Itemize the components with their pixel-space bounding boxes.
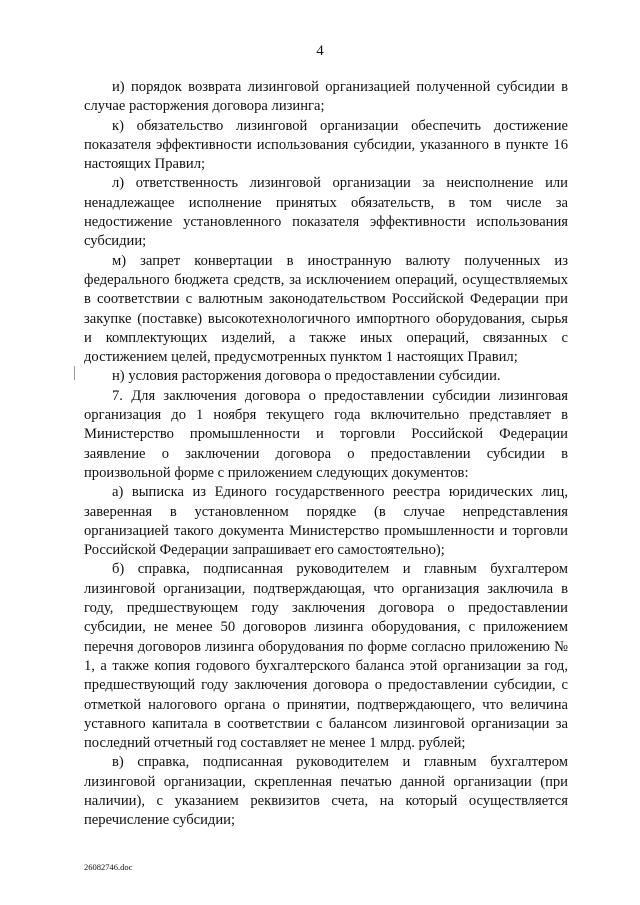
document-body <box>84 78 568 831</box>
paragraph-n: н) условия расторжения договора о предоставлении субсидии. <box>112 368 501 385</box>
paragraph-b: б) справка, подписанная руководителем и главным бухгалтером лизинговой организации, подтверждающая, что организация заключила в году, предшествующем году заключения договора о предоставлении субсидии, не менее 50 договоров лизинга оборудования, с приложением перечня договоров лизинга оборудования по форме согласно приложению № 1, а также копия годового бухгалтерского баланса этой организации за год, предшествующий году заключения договора о предоставлении субсидии, с отметкой налогового органа о принятии, подтверждающего, что величина уставного капитала в соответствии с балансом лизинговой организации за последний отчетный год составляет не менее 1 млрд. рублей; <box>84 561 568 752</box>
margin-mark <box>74 366 75 380</box>
paragraph-v: в) справка, подписанная руководителем и главным бухгалтером лизинговой организации, скрепленная печатью данной организации (при наличии), с указанием реквизитов счета, на который осуществляется перечисление субсидии; <box>84 754 568 829</box>
paragraph-m: м) запрет конвертации в иностранную валюту полученных из федерального бюджета средств, за исключением операций, осуществляемых в соответствии с валютным законодательством Российской Федерации при закупке (поставке) высокотехнологичного импортного оборудования, сырья и комплектующих изделий, а также иных операций, связанных с достижением целей, предусмотренных пунктом 1 настоящих Правил; <box>84 252 568 366</box>
paragraph-k: к) обязательство лизинговой организации обеспечить достижение показателя эффективности использования субсидии, указанного в пункте 16 настоящих Правил; <box>84 117 568 173</box>
page-number: 4 <box>316 43 324 59</box>
paragraph-i: и) порядок возврата лизинговой организацией полученной субсидии в случае расторжения договора лизинга; <box>84 79 568 115</box>
footer-filename: 26082746.doc <box>84 862 133 872</box>
paragraph-a: а) выписка из Единого государственного реестра юридических лиц, заверенная в установленном порядке (в случае непредставления организацией такого документа Министерство промышленности и торговли Российской Федерации запрашивает его самостоятельно); <box>84 484 568 559</box>
paragraph-7: 7. Для заключения договора о предоставлении субсидии лизинговая организация до 1 ноября текущего года включительно представляет в Министерство промышленности и торговли Российской Федерации заявление о заключении договора о предоставлении субсидии в произвольной форме с приложением следующих документов: <box>84 387 568 481</box>
paragraph-l: л) ответственность лизинговой организации за неисполнение или ненадлежащее исполнение принятых обязательств, в том числе за недостижение установленного показателя эффективности использования субсидии; <box>84 175 568 250</box>
